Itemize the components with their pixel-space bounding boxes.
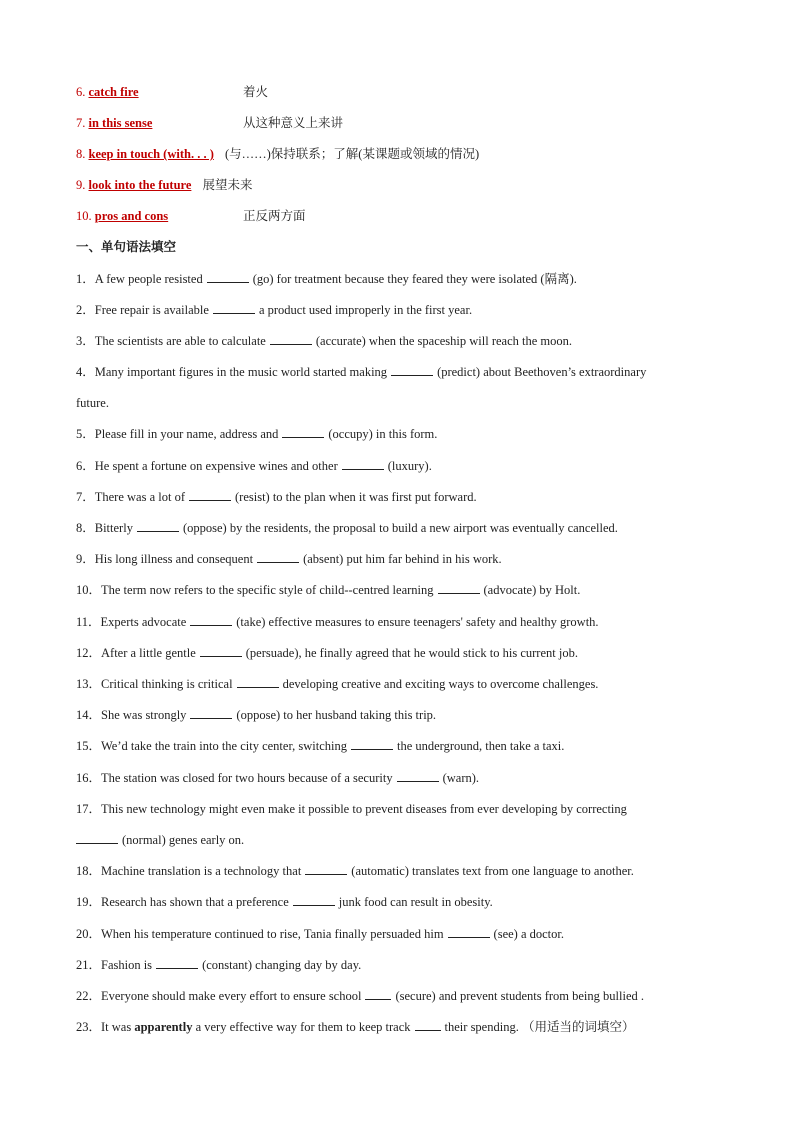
phrase-number: 8. xyxy=(76,147,86,161)
phrase-number: 10. xyxy=(76,209,92,223)
phrase-meaning: 展望未来 xyxy=(202,178,253,192)
phrase-meaning: 正反两方面 xyxy=(243,209,306,223)
question-text: 1．A few people resisted xyxy=(76,272,203,286)
phrase-item xyxy=(76,207,734,225)
answer-blank[interactable] xyxy=(270,332,312,345)
question-text: developing creative and exciting ways to overcome challenges. xyxy=(282,677,599,691)
answer-blank[interactable] xyxy=(438,581,480,594)
answer-blank[interactable] xyxy=(156,956,198,969)
question-text: 21．Fashion is xyxy=(76,958,153,972)
answer-blank[interactable] xyxy=(213,301,255,314)
question-item xyxy=(76,270,734,288)
question-text: (resist) to the plan when it was first put forward. xyxy=(235,490,477,504)
question-item xyxy=(76,987,734,1005)
section-heading: 一、单句语法填空 xyxy=(76,239,177,254)
question-item xyxy=(76,488,734,506)
question-text: (accurate) when the spaceship will reach the moon. xyxy=(315,334,572,348)
question-text: (advocate) by Holt. xyxy=(483,583,581,597)
answer-blank[interactable] xyxy=(397,769,439,782)
question-item xyxy=(76,706,734,724)
question-item xyxy=(76,301,734,319)
question-text: 23．It was xyxy=(76,1020,132,1034)
question-item xyxy=(76,519,734,537)
question-item xyxy=(76,769,734,787)
question-text: 14．She was strongly xyxy=(76,708,187,722)
question-item xyxy=(76,862,734,880)
phrase-number: 6. xyxy=(76,85,86,99)
question-text: a very effective way for them to keep track xyxy=(195,1020,411,1034)
question-item xyxy=(76,925,734,943)
question-text: the underground, then take a taxi. xyxy=(396,739,565,753)
phrase-item xyxy=(76,176,734,194)
question-text: (normal) genes early on. xyxy=(122,833,245,847)
question-text: (take) effective measures to ensure teenagers' safety and healthy growth. xyxy=(236,615,599,629)
question-text: their spending. （用适当的词填空） xyxy=(444,1020,635,1034)
question-text: junk food can result in obesity. xyxy=(338,895,493,909)
answer-blank[interactable] xyxy=(351,737,393,750)
question-item xyxy=(76,363,734,381)
answer-blank[interactable] xyxy=(76,831,118,844)
answer-blank[interactable] xyxy=(282,425,324,438)
question-text: 20．When his temperature continued to rise, Tania finally persuaded him xyxy=(76,927,444,941)
question-text: 18．Machine translation is a technology that xyxy=(76,864,302,878)
question-item xyxy=(76,737,734,755)
answer-blank[interactable] xyxy=(293,893,335,906)
question-text: 19．Research has shown that a preference xyxy=(76,895,289,909)
phrase-item xyxy=(76,83,734,101)
question-continuation: future. xyxy=(76,396,109,410)
phrase-text: keep in touch (with. . . ) xyxy=(88,147,214,161)
question-item xyxy=(76,613,734,631)
question-text: (warn). xyxy=(442,771,480,785)
question-text: 7．There was a lot of xyxy=(76,490,185,504)
question-text: a product used improperly in the first year. xyxy=(258,303,473,317)
answer-blank[interactable] xyxy=(257,550,299,563)
question-text: 15．We’d take the train into the city center, switching xyxy=(76,739,347,753)
question-text: (automatic) translates text from one language to another. xyxy=(351,864,634,878)
question-text: (constant) changing day by day. xyxy=(202,958,362,972)
question-continuation xyxy=(76,831,734,849)
phrase-text: pros and cons xyxy=(94,209,169,223)
answer-blank[interactable] xyxy=(342,457,384,470)
question-text: 22．Everyone should make every effort to ensure school xyxy=(76,989,362,1003)
phrase-number: 7. xyxy=(76,116,86,130)
question-text: 12．After a little gentle xyxy=(76,646,196,660)
question-item xyxy=(76,893,734,911)
phrase-text: look into the future xyxy=(88,178,192,192)
answer-blank[interactable] xyxy=(305,862,347,875)
phrase-item xyxy=(76,145,734,163)
answer-blank[interactable] xyxy=(365,987,391,1000)
answer-blank[interactable] xyxy=(207,270,249,283)
question-text: 13．Critical thinking is critical xyxy=(76,677,233,691)
question-text: (secure) and prevent students from being bullied . xyxy=(395,989,644,1003)
question-text: 5．Please fill in your name, address and xyxy=(76,427,279,441)
answer-blank[interactable] xyxy=(190,613,232,626)
question-item: 17．This new technology might even make it possible to prevent diseases from ever developing by correcting xyxy=(76,802,627,816)
question-text: 4．Many important figures in the music world started making xyxy=(76,365,388,379)
question-text: 3．The scientists are able to calculate xyxy=(76,334,266,348)
answer-blank[interactable] xyxy=(200,644,242,657)
question-item xyxy=(76,457,734,475)
question-text: (occupy) in this form. xyxy=(328,427,438,441)
question-item xyxy=(76,550,734,568)
phrase-text: in this sense xyxy=(88,116,153,130)
question-text: (luxury). xyxy=(387,459,432,473)
question-text: (oppose) to her husband taking this trip. xyxy=(236,708,437,722)
question-item xyxy=(76,332,734,350)
question-text: 9．His long illness and consequent xyxy=(76,552,254,566)
question-item xyxy=(76,425,734,443)
question-text: (see) a doctor. xyxy=(493,927,564,941)
keyword: apparently xyxy=(134,1020,193,1034)
phrase-number: 9. xyxy=(76,178,86,192)
answer-blank[interactable] xyxy=(190,706,232,719)
answer-blank[interactable] xyxy=(237,675,279,688)
answer-blank[interactable] xyxy=(415,1018,441,1031)
question-text: 6．He spent a fortune on expensive wines and other xyxy=(76,459,338,473)
question-text: 16．The station was closed for two hours because of a security xyxy=(76,771,393,785)
phrase-item xyxy=(76,114,734,132)
phrase-meaning: 从这种意义上来讲 xyxy=(243,116,344,130)
question-text: 11．Experts advocate xyxy=(76,615,187,629)
question-text: 2．Free repair is available xyxy=(76,303,209,317)
question-item xyxy=(76,1018,734,1036)
answer-blank[interactable] xyxy=(189,488,231,501)
question-text: (absent) put him far behind in his work. xyxy=(303,552,502,566)
phrase-meaning: 着火 xyxy=(243,85,269,99)
answer-blank[interactable] xyxy=(137,519,179,532)
question-text: (oppose) by the residents, the proposal to build a new airport was eventually cancelled. xyxy=(182,521,618,535)
phrase-text: catch fire xyxy=(88,85,139,99)
question-text: (predict) about Beethoven’s extraordinary xyxy=(437,365,647,379)
answer-blank[interactable] xyxy=(448,925,490,938)
question-item xyxy=(76,581,734,599)
answer-blank[interactable] xyxy=(391,363,433,376)
question-item xyxy=(76,675,734,693)
phrase-meaning: (与……)保持联系；了解(某课题或领域的情况) xyxy=(224,147,480,161)
question-item xyxy=(76,644,734,662)
question-text: (go) for treatment because they feared they were isolated (隔离). xyxy=(252,272,577,286)
question-text: 8．Bitterly xyxy=(76,521,133,535)
question-item xyxy=(76,956,734,974)
question-text: 10．The term now refers to the specific style of child--centred learning xyxy=(76,583,434,597)
question-text: (persuade), he finally agreed that he would stick to his current job. xyxy=(245,646,578,660)
